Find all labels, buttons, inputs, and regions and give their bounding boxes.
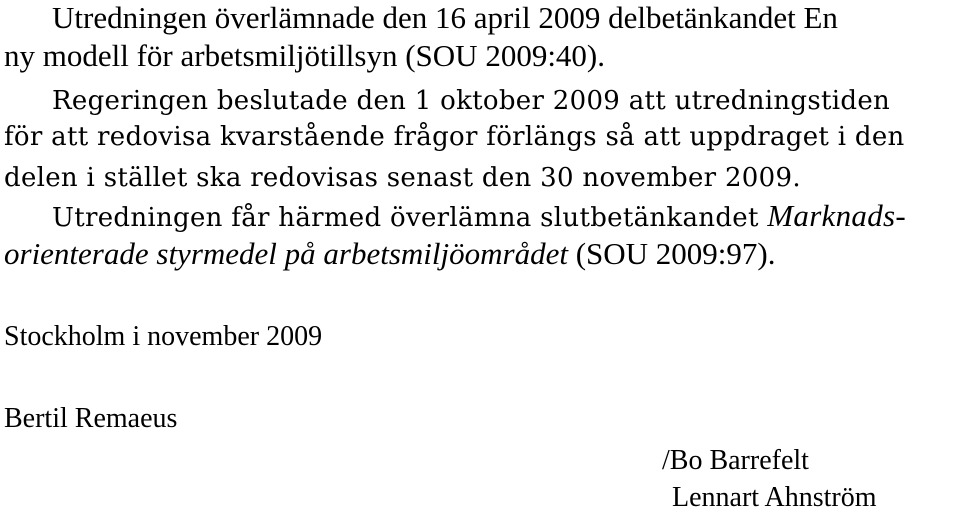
paragraph-3-line-1-text: Utredningen får härmed överlämna slutbetänkandet [52,203,768,233]
paragraph-1-line-1: Utredningen överlämnade den 16 april 2009 delbetänkandet En [52,0,838,35]
signature-chair: Bertil Remaeus [4,403,178,434]
paragraph-2-line-1: Regeringen beslutade den 1 oktober 2009 att utredningstiden [52,86,891,116]
paragraph-3-line-2 [4,238,775,272]
paragraph-1-line-2: ny modell för arbetsmiljötillsyn (SOU 2009:40). [4,38,606,73]
report-reference: (SOU 2009:97). [567,236,776,271]
report-title-part-1: Marknads- [767,198,906,233]
place-and-date: Stockholm i november 2009 [4,321,323,352]
signature-secretary-1: /Bo Barrefelt [662,445,809,476]
signature-secretary-2: Lennart Ahnström [672,482,877,513]
report-title-part-2: orienterade styrmedel på arbetsmiljöområdet [4,236,568,271]
paragraph-2-line-3: delen i stället ska redovisas senast den 30 november 2009. [4,163,801,193]
paragraph-2-line-2: för att redovisa kvarstående frågor förlängs så att uppdraget i den [4,122,905,152]
paragraph-3-line-1 [52,200,906,234]
